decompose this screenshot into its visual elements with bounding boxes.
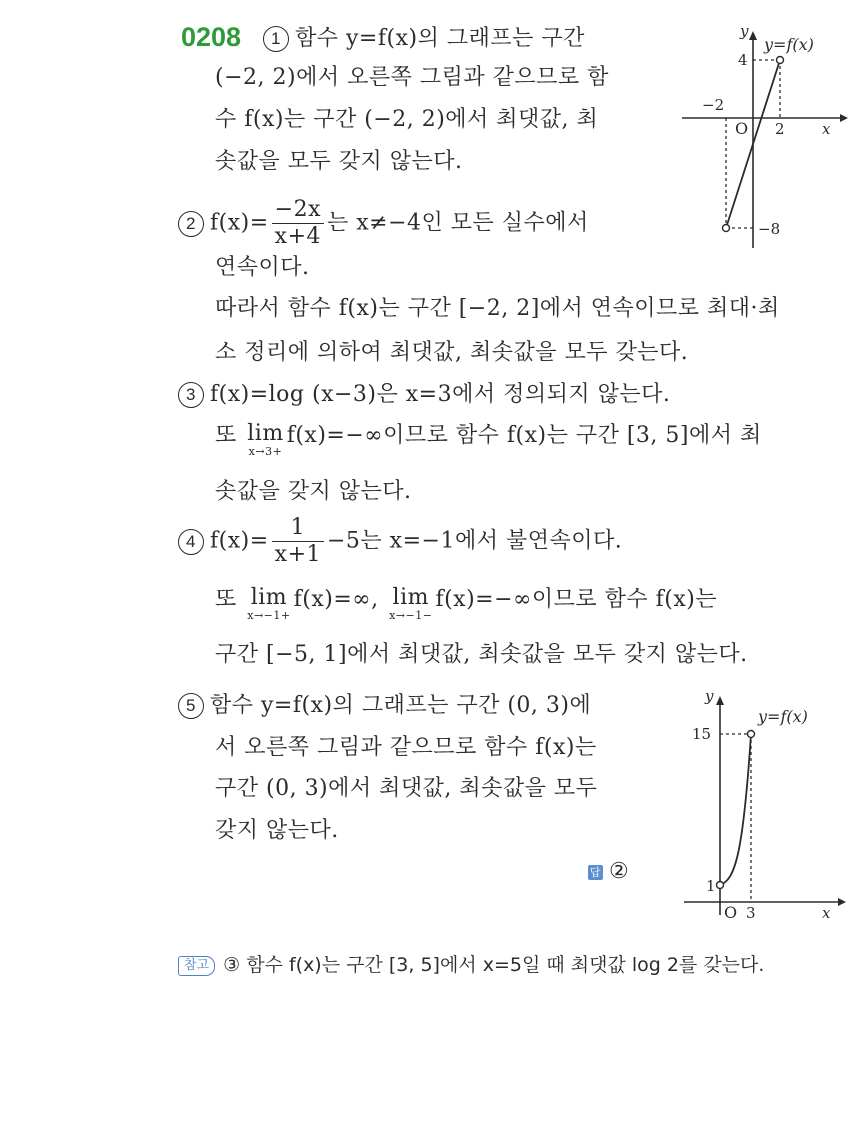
- item2-line2: 연속이다.: [215, 255, 310, 280]
- graph2-x-arrow: [838, 898, 846, 906]
- graph2-y-arrow: [716, 696, 724, 705]
- graph1-open-point-left: [723, 225, 730, 232]
- note-marker: ③: [223, 954, 241, 976]
- problem-number: 0208: [181, 22, 242, 52]
- item4-fraction: $\frac{1}{x+1}$: [272, 515, 324, 568]
- graph2-tick-y-top: 15: [692, 725, 712, 743]
- item4-limit-1: lim x→−1+: [247, 585, 291, 622]
- item3-marker: 3: [178, 382, 204, 408]
- item1-line2: (−2, 2)에서 오른쪽 그림과 같으므로 함: [215, 65, 609, 90]
- note-text: 함수 f(x)는 구간 [3, 5]에서 x=5일 때 최댓값 log 2를 갖는다.: [246, 954, 765, 976]
- item5-line2: 서 오른쪽 그림과 같으므로 함수 f(x)는: [215, 735, 597, 760]
- graph-2: [680, 685, 860, 925]
- item2-line1: 2 f(x)= $\frac{-2x}{x+4}$ 는 x≠−4인 모든 실수에서: [178, 197, 589, 250]
- graph2-curve-label: y=f(x): [758, 707, 808, 726]
- item4-line3: 구간 [−5, 1]에서 최댓값, 최솟값을 모두 갖지 않는다.: [215, 642, 748, 667]
- item3-line2: 또 lim x→3+ f(x)=−∞이므로 함수 f(x)는 구간 [3, 5]에서 최: [215, 421, 762, 458]
- graph1-y-label: y: [740, 22, 749, 40]
- graph1-tick-y-pos: 4: [738, 51, 748, 69]
- item2-marker: 2: [178, 211, 204, 237]
- item2-line4: 소 정리에 의하여 최댓값, 최솟값을 모두 갖는다.: [215, 340, 689, 365]
- graph1-tick-y-neg: −8: [758, 220, 781, 238]
- item5-marker: 5: [178, 693, 204, 719]
- graph1-tick-x-pos: 2: [775, 120, 785, 138]
- item3-line1: 3 f(x)=log (x−3)은 x=3에서 정의되지 않는다.: [178, 381, 670, 409]
- graph1-x-arrow: [840, 114, 848, 122]
- item5-line4: 갖지 않는다.: [215, 818, 339, 843]
- item4-marker: 4: [178, 529, 204, 555]
- graph1-open-point-right: [777, 57, 784, 64]
- graph2-x-label: x: [822, 904, 831, 922]
- graph2-tick-x: 3: [746, 904, 756, 922]
- item1-line1: 1 함수 y=f(x)의 그래프는 구간: [263, 25, 585, 53]
- graph2-open-point-bottom: [717, 882, 724, 889]
- answer-icon: 답: [589, 866, 602, 879]
- item4-limit-2: lim x→−1−: [389, 585, 433, 622]
- item4-line2: 또 lim x→−1+ f(x)=∞, lim x→−1− f(x)=−∞이므로 함수 f(x)는: [215, 585, 718, 622]
- graph2-y-label: y: [705, 687, 714, 705]
- item1-marker: 1: [263, 26, 289, 52]
- graph1-y-arrow: [749, 31, 757, 40]
- answer-value: ②: [609, 859, 630, 884]
- item5-line3: 구간 (0, 3)에서 최댓값, 최솟값을 모두: [215, 776, 598, 801]
- graph2-origin: O: [724, 903, 738, 922]
- answer: [588, 858, 629, 886]
- item1-line3: 수 f(x)는 구간 (−2, 2)에서 최댓값, 최: [215, 107, 599, 132]
- note-tag: 참고: [178, 956, 215, 976]
- item2-fraction: $\frac{-2x}{x+4}$: [272, 197, 324, 250]
- item2-line3: 따라서 함수 f(x)는 구간 [−2, 2]에서 연속이므로 최대·최: [215, 296, 780, 321]
- graph1-origin: O: [735, 119, 749, 138]
- graph2-tick-y-bottom: 1: [706, 877, 716, 895]
- note: [178, 952, 764, 978]
- item3-line3: 솟값을 갖지 않는다.: [215, 479, 412, 504]
- item5-line1: 5 함수 y=f(x)의 그래프는 구간 (0, 3)에: [178, 692, 591, 720]
- graph2-curve: [720, 734, 751, 885]
- item4-line1: 4 f(x)= $\frac{1}{x+1}$ −5는 x=−1에서 불연속이다.: [178, 515, 622, 568]
- graph1-curve-label: y=f(x): [764, 35, 814, 54]
- item1-line4: 솟값을 모두 갖지 않는다.: [215, 149, 463, 174]
- graph1-x-label: x: [822, 120, 831, 138]
- graph2-open-point-top: [748, 731, 755, 738]
- graph1-tick-x-neg: −2: [702, 96, 725, 114]
- item3-limit: lim x→3+: [247, 421, 284, 458]
- graph-1: [680, 20, 860, 255]
